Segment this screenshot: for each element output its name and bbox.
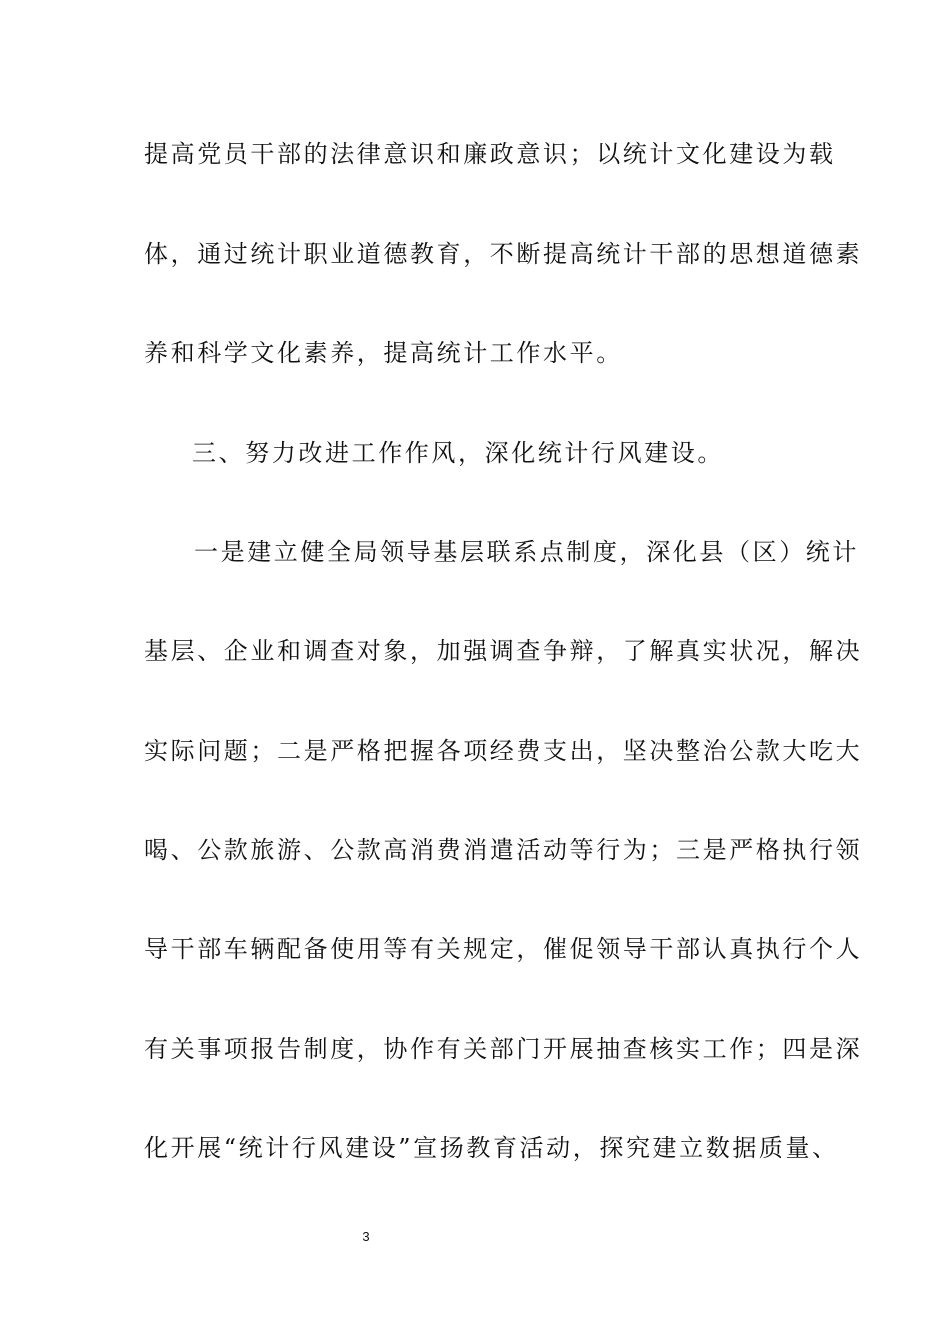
page-number: 3	[362, 1229, 370, 1244]
paragraph-line-11: 化开展“统计行风建设”宣扬教育活动，探究建立数据质量、	[144, 1134, 839, 1162]
paragraph-line-1: 提高党员干部的法律意识和廉政意识；以统计文化建设为载	[144, 140, 836, 168]
paragraph-line-7: 实际问题；二是严格把握各项经费支出，坚决整治公款大吃大	[144, 737, 863, 765]
paragraph-line-2: 体，通过统计职业道德教育，不断提高统计干部的思想道德素	[144, 240, 863, 268]
paragraph-line-10: 有关事项报告制度，协作有关部门开展抽查核实工作；四是深	[144, 1035, 863, 1063]
paragraph-line-6: 基层、企业和调查对象，加强调查争辩，了解真实状况，解决	[144, 637, 863, 665]
section-heading: 三、努力改进工作作风，深化统计行风建设。	[192, 439, 724, 467]
paragraph-line-9: 导干部车辆配备使用等有关规定，催促领导干部认真执行个人	[144, 935, 863, 963]
paragraph-line-3: 养和科学文化素养，提高统计工作水平。	[144, 339, 623, 367]
paragraph-line-8: 喝、公款旅游、公款高消费消遣活动等行为；三是严格执行领	[144, 836, 863, 864]
paragraph-line-5: 一是建立健全局领导基层联系点制度，深化县（区）统计	[194, 538, 859, 566]
